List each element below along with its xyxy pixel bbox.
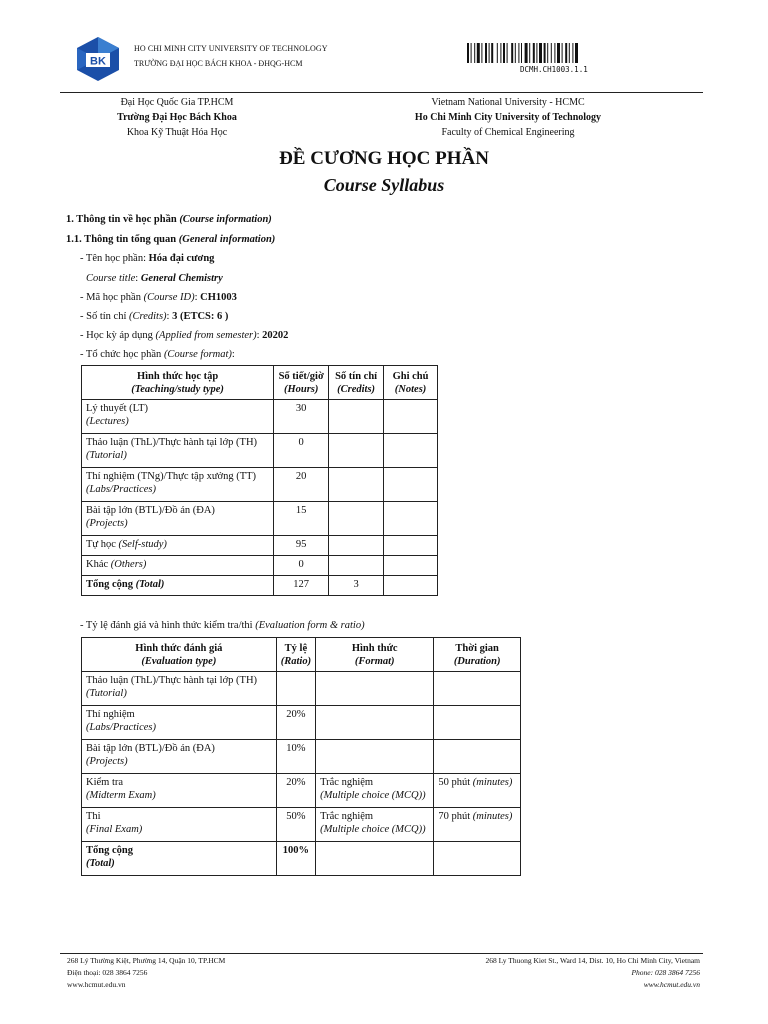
subsection-heading [66,234,275,245]
barcode-bar [569,43,570,63]
format-label-en: (Course format) [163,349,232,360]
semester-line: - Học kỳ áp dụng (Applied from semester): 20202 [80,330,289,341]
header-divider [60,92,703,93]
table-cell: 3 [329,576,384,596]
header-right-line: Vietnam National University - HCMC [431,97,585,108]
footer-address: 268 Lý Thường Kiệt, Phường 14, Quận 10, TP.HCM [67,956,226,965]
table-row [82,502,438,536]
table-cell: 127 [274,576,329,596]
table-total-row [82,842,521,876]
table-cell [384,502,438,536]
barcode-bar [544,43,546,63]
course-title-line: Course title: General Chemistry [86,273,223,284]
table-row [82,468,438,502]
page-title: ĐỀ CƯƠNG HỌC PHẦN [279,148,489,169]
evaluation-label: - Tỷ lệ đánh giá và hình thức kiểm tra/thi [80,620,256,631]
table-cell: 10% [276,740,315,774]
footer-right [485,955,700,991]
barcode-bar [533,43,535,63]
course-name-line [80,253,214,264]
section-label-en: (Course information) [179,214,272,225]
table-cell: 0 [274,434,329,468]
barcode-bar [529,43,530,63]
barcode-bar [477,43,480,63]
footer-divider [60,953,703,954]
header-left-line: Trường Đại Học Bách Khoa [117,112,237,123]
barcode-bar [489,43,490,63]
table-header: Số tiết/giờ (Hours) [274,366,329,400]
table-cell [434,740,521,774]
table-cell [434,842,521,876]
logo-text: BK [90,55,106,68]
table-cell: 50 phút (minutes) [434,774,521,808]
barcode-bar [575,43,578,63]
course-id-label-en: (Course ID) [143,292,195,303]
barcode-bar [565,43,567,63]
table-header-row [82,638,521,672]
table-cell [434,706,521,740]
table-cell: Kiểm tra (Midterm Exam) [82,774,277,808]
course-name-value: Hóa đại cương [148,253,215,264]
table-cell: Thi (Final Exam) [82,808,277,842]
table-cell: 95 [274,536,329,556]
credits-label-en: (Credits) [129,311,167,322]
barcode-bar [497,43,498,63]
table-row [82,434,438,468]
document-code: DCMH.CH1003.1.1 [520,65,588,74]
section-heading [66,214,272,225]
page-subtitle: Course Syllabus [323,175,445,195]
table-cell: Tổng cộng (Total) [82,576,274,596]
course-id-label: - Mã học phần [80,292,144,303]
table-cell: Bài tập lớn (BTL)/Đồ án (ĐA) (Projects) [82,740,277,774]
table-cell [384,434,438,468]
course-id-line: - Mã học phần (Course ID): CH1003 [80,292,237,303]
table-cell [384,576,438,596]
barcode-bar [547,43,548,63]
table-cell [329,536,384,556]
table-cell: 15 [274,502,329,536]
table-cell [384,468,438,502]
table-header: Tỷ lệ (Ratio) [276,638,315,672]
barcode [467,43,645,63]
credits-label: - Số tín chỉ [80,311,129,322]
barcode-bar [554,43,555,63]
university-name-vn: TRƯỜNG ĐẠI HỌC BÁCH KHOA - ĐHQG-HCM [134,59,303,68]
table-cell [329,502,384,536]
table-cell [384,536,438,556]
table-cell [384,400,438,434]
barcode-bar [551,43,552,63]
table-row [82,672,521,706]
barcode-bar [572,43,573,63]
barcode-bar [467,43,469,63]
table-row [82,774,521,808]
footer-phone-en: Phone: 028 3864 7256 [631,968,700,977]
table-cell: 50% [276,808,315,842]
table-cell: 100% [276,842,315,876]
table-cell [329,468,384,502]
table-header: Hình thức học tập (Teaching/study type) [82,366,274,400]
header-left-line: Đại Học Quốc Gia TP.HCM [120,97,234,108]
table-header: Thời gian (Duration) [434,638,521,672]
course-title-label: Course title [86,273,136,284]
section-label: 1. Thông tin về học phần [66,214,177,225]
table-cell [316,842,434,876]
table-cell [329,434,384,468]
evaluation-intro [80,620,365,631]
table-cell: Trắc nghiệm (Multiple choice (MCQ)) [316,808,434,842]
table-cell: Tổng cộng (Total) [82,842,277,876]
table-cell: 0 [274,556,329,576]
barcode-bar [503,43,505,63]
barcode-bar [562,43,563,63]
table-cell [316,740,434,774]
semester-label-en: (Applied from semester) [155,330,257,341]
table-header: Số tín chỉ (Credits) [329,366,384,400]
header-right-line: Faculty of Chemical Engineering [441,127,575,138]
table-cell: Thảo luận (ThL)/Thực hành tại lớp (TH) (Tutorial) [82,672,277,706]
evaluation-label-en: (Evaluation form & ratio) [255,620,365,631]
header-right-line: Ho Chi Minh City University of Technology [414,112,602,123]
table-cell [329,400,384,434]
footer-website-en[interactable]: www.hcmut.edu.vn [643,980,700,989]
semester-label: - Học kỳ áp dụng [80,330,156,341]
header-left-line: Khoa Kỹ Thuật Hóa Học [126,127,228,138]
table-row [82,400,438,434]
table-row [82,706,521,740]
format-line: - Tổ chức học phần (Course format): [80,349,235,360]
table-cell: Thảo luận (ThL)/Thực hành tại lớp (TH) (Tutorial) [82,434,274,468]
semester-value: 20202 [262,330,289,341]
table-row [82,740,521,774]
table-cell [276,672,315,706]
footer-left [67,955,225,991]
course-format-table [81,365,438,596]
table-cell: Thí nghiệm (TNg)/Thực tập xưởng (TT) (Labs/Practices) [82,468,274,502]
barcode-bar [525,43,528,63]
barcode-bar [515,43,516,63]
table-cell [316,706,434,740]
barcode-bar [536,43,537,63]
table-cell [329,556,384,576]
barcode-bar [471,43,472,63]
table-cell [316,672,434,706]
course-title-value: General Chemistry [140,273,223,284]
footer-website[interactable]: www.hcmut.edu.vn [67,980,126,989]
course-id-value: CH1003 [200,292,237,303]
table-cell: Trắc nghiệm (Multiple choice (MCQ)) [316,774,434,808]
table-cell: 20% [276,706,315,740]
credits-value: 3 (ETCS: 6 ) [172,311,229,322]
table-cell: Bài tập lớn (BTL)/Đồ án (ĐA) (Projects) [82,502,274,536]
table-cell: 20% [276,774,315,808]
table-row [82,808,521,842]
barcode-bar [491,43,493,63]
barcode-bar [557,43,560,63]
table-header-row [82,366,438,400]
table-cell [434,672,521,706]
university-logo [76,36,120,82]
table-header: Ghi chú (Notes) [384,366,438,400]
table-header: Hình thức (Format) [316,638,434,672]
barcode-bar [500,43,501,63]
barcode-bar [481,43,482,63]
subsection-label: 1.1. Thông tin tổng quan [66,234,177,245]
barcode-bar [511,43,513,63]
table-cell [384,556,438,576]
course-name-label: - Tên học phần: [80,253,149,264]
header-right-block [398,95,618,140]
evaluation-table [81,637,521,876]
table-cell: 20 [274,468,329,502]
table-row [82,556,438,576]
table-cell: Khác (Others) [82,556,274,576]
format-label: - Tổ chức học phần [80,349,164,360]
credits-line: - Số tín chỉ (Credits): 3 (ETCS: 6 ) [80,311,229,322]
table-total-row [82,576,438,596]
barcode-bar [521,43,522,63]
table-cell: Tự học (Self-study) [82,536,274,556]
barcode-bar [507,43,508,63]
table-cell: 70 phút (minutes) [434,808,521,842]
barcode-bar [485,43,487,63]
barcode-bar [474,43,475,63]
table-cell: 30 [274,400,329,434]
table-header: Hình thức đánh giá (Evaluation type) [82,638,277,672]
table-cell: Lý thuyết (LT) (Lectures) [82,400,274,434]
table-cell: Thí nghiệm (Labs/Practices) [82,706,277,740]
university-name-en: HO CHI MINH CITY UNIVERSITY OF TECHNOLOGY [134,44,328,53]
table-row [82,536,438,556]
subsection-label-en: (General information) [178,234,276,245]
footer-address-en: 268 Ly Thuong Kiet St., Ward 14, Dist. 10, Ho Chi Minh City, Vietnam [485,956,700,965]
barcode-bar [539,43,542,63]
footer-phone: Điện thoại: 028 3864 7256 [67,968,148,977]
header-left-block [98,95,256,140]
barcode-bar [518,43,519,63]
